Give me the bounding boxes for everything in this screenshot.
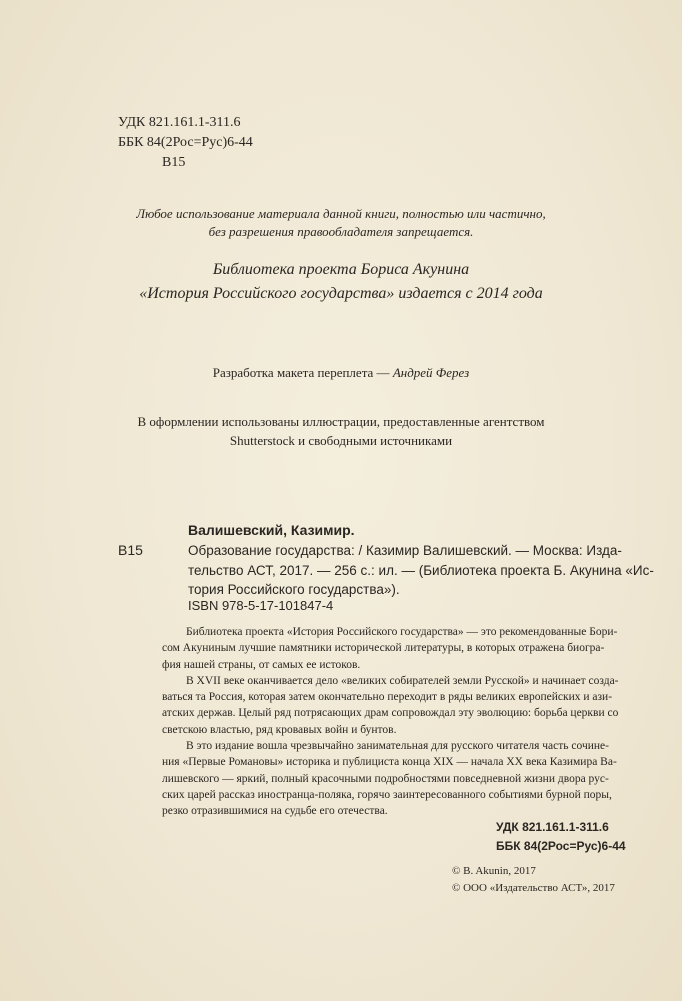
bibliographic-description xyxy=(188,541,654,600)
cover-design-label: Разработка макета переплета — xyxy=(212,365,393,380)
bibliographic-line: тельство АСТ, 2017. — 256 с.: ил. — (Библиотека проекта Б. Акунина «Ис- xyxy=(188,562,654,578)
library-project-line: «История Российского государства» издается с 2014 года xyxy=(139,285,543,302)
annotation-line: ния «Первые Романовы» историка и публициста конца XIX — начала XX века Казимира Ва- xyxy=(162,756,617,769)
library-project-statement xyxy=(0,258,682,306)
illustrations-credit-line: В оформлении использованы иллюстрации, предоставленные агентством xyxy=(137,414,545,429)
annotation-line: В это издание вошла чрезвычайно занимательная для русского читателя часть сочине- xyxy=(186,740,609,753)
footer-bbk-code: ББК 84(2Рос=Рус)6-44 xyxy=(496,839,626,853)
annotation-line: лишевского — яркий, полный красочными подробностями повседневной жизни двора рус- xyxy=(162,772,609,785)
copyright-notice xyxy=(0,205,682,241)
annotation-line: резко отразившимися на судьбе его отечества. xyxy=(162,805,388,818)
annotation-line: Библиотека проекта «История Российского государства» — это рекомендованные Бори- xyxy=(186,626,618,638)
publisher-copyright: © ООО «Издательство АСТ», 2017 xyxy=(452,882,615,894)
book-annotation xyxy=(162,624,619,820)
author-copyright: © B. Akunin, 2017 xyxy=(452,865,536,877)
annotation-line: ваться та Россия, которая затем окончательно переходит в ряды великих европейских и ази- xyxy=(162,691,613,704)
annotation-line: ских царей рассказ иностранца-поляка, горячо заинтересованного событиями бурной поры, xyxy=(162,788,612,801)
annotation-line: атских держав. Целый ряд потрясающих драм сопровождал эту эволюцию: борьба церкви со xyxy=(162,707,619,720)
bibliographic-line: Образование государства: / Казимир Валишевский. — Москва: Изда- xyxy=(188,543,622,558)
copyright-block xyxy=(452,863,615,897)
annotation-line: светскою властью, ряд кровавых войн и бунтов. xyxy=(162,723,397,736)
illustrations-credit xyxy=(0,412,682,450)
copyright-notice-line: без разрешения правообладателя запрещается. xyxy=(208,224,474,239)
isbn-number: ISBN 978-5-17-101847-4 xyxy=(188,598,334,613)
annotation-line: фия нашей страны, от самых ее истоков. xyxy=(162,658,361,671)
library-project-line: Библиотека проекта Бориса Акунина xyxy=(212,261,470,278)
author-index-code: В15 xyxy=(162,155,186,170)
footer-classification-codes xyxy=(496,818,626,856)
bbk-code: ББК 84(2Рос=Рус)6-44 xyxy=(118,135,253,150)
footer-udk-code: УДК 821.161.1-311.6 xyxy=(496,820,609,834)
annotation-line: В XVII веке оканчивается дело «великих собирателей земли Русской» и начинает созда- xyxy=(186,674,619,687)
cover-designer-name: Андрей Ферез xyxy=(392,365,470,380)
cover-design-credit xyxy=(0,365,682,381)
header-classification-codes xyxy=(118,113,253,173)
bibliographic-index-code: В15 xyxy=(118,542,143,558)
bibliographic-line: тория Российского государства»). xyxy=(188,582,400,597)
annotation-line: сом Акуниным лучшие памятники исторической литературы, в которых отражена биогра- xyxy=(162,642,605,655)
bibliographic-author: Валишевский, Казимир. xyxy=(188,522,355,538)
copyright-notice-line: Любое использование материала данной книги, полностью или частично, xyxy=(136,206,546,221)
udk-code: УДК 821.161.1-311.6 xyxy=(118,115,241,130)
illustrations-credit-line: Shutterstock и свободными источниками xyxy=(229,433,453,448)
